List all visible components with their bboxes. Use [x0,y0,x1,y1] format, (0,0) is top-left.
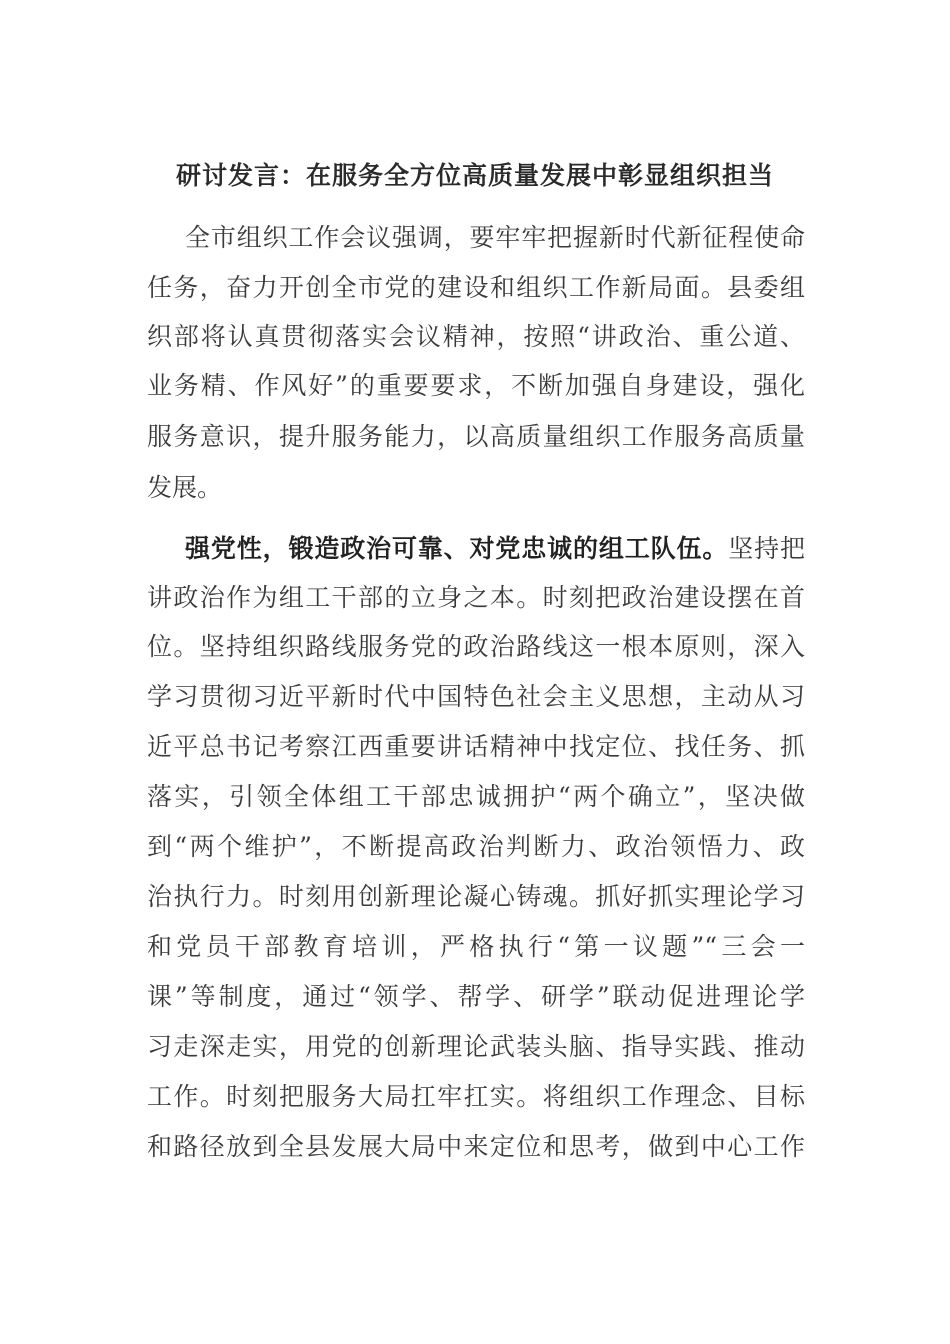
text-line: 任务，奋力开创全市党的建设和组织工作新局面。县委组 [147,273,805,302]
text-line: 讲政治作为组工干部的立身之本。时刻把政治建设摆在首 [147,583,805,612]
text-run: 坚持把 [728,534,805,563]
text-line: 习走深走实，用党的创新理论武装头脑、指导实践、推动 [147,1032,805,1061]
section-heading: 强党性，锻造政治可靠、对党忠诚的组工队伍。 [185,534,729,563]
text-line: 落实，引领全体组工干部忠诚拥护“两个确立”，坚决做 [147,782,805,811]
text-line: 课”等制度，通过“领学、帮学、研学”联动促进理论学 [147,982,805,1011]
text-line: 发展。 [147,473,223,502]
text-line: 和路径放到全县发展大局中来定位和思考，做到中心工作 [147,1132,805,1161]
text-line: 工作。时刻把服务大局扛牢扛实。将组织工作理念、目标 [147,1082,805,1111]
text-line: 学习贯彻习近平新时代中国特色社会主义思想，主动从习 [147,682,805,711]
text-line: 到“两个维护”，不断提高政治判断力、政治领悟力、政 [147,832,805,861]
text-line: 全市组织工作会议强调，要牢牢把握新时代新征程使命 [185,223,805,252]
text-line: 近平总书记考察江西重要讲话精神中找定位、找任务、抓 [147,732,805,761]
text-line: 织部将认真贯彻落实会议精神，按照“讲政治、重公道、 [147,322,805,351]
text-line: 业务精、作风好”的重要要求，不断加强自身建设，强化 [147,371,805,400]
text-line: 服务意识，提升服务能力，以高质量组织工作服务高质量 [147,422,805,451]
text-line: 治执行力。时刻用创新理论凝心铸魂。抓好抓实理论学习 [147,882,805,911]
text-line: 位。坚持组织路线服务党的政治路线这一根本原则，深入 [147,632,805,661]
document-title: 研讨发言：在服务全方位高质量发展中彰显组织担当 [175,161,774,190]
text-line: 和党员干部教育培训，严格执行“第一议题”“三会一 [147,932,805,961]
text-line [185,531,805,567]
